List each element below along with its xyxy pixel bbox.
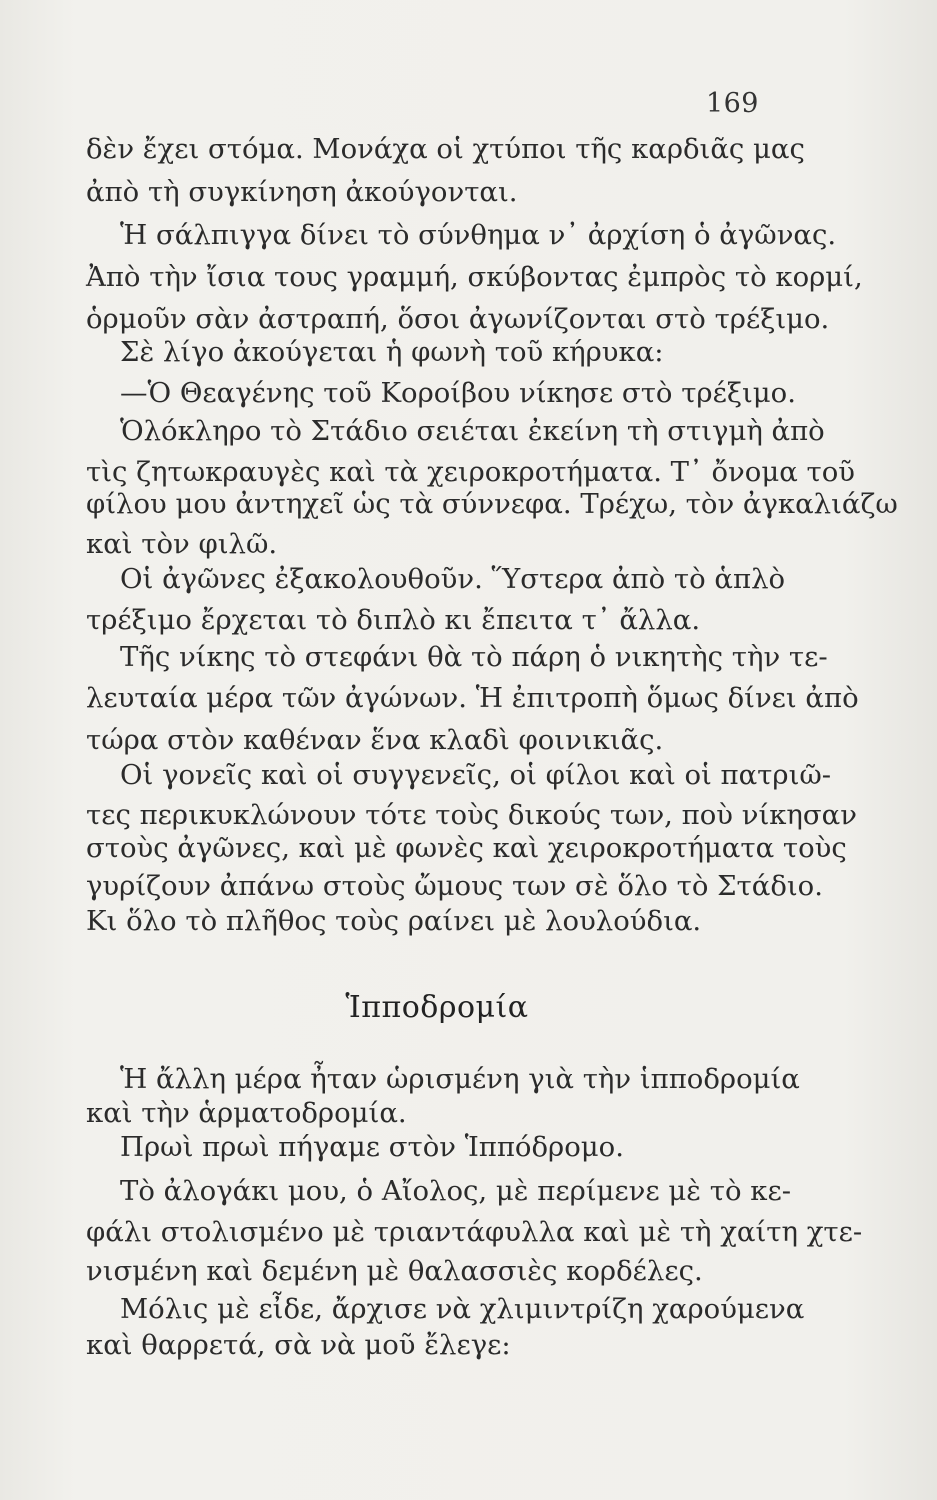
text-line: Μόλις μὲ εἶδε, ἄρχισε νὰ χλιμιντρίζη χαρούμενα <box>120 1293 805 1325</box>
text-line: στοὺς ἀγῶνες, καὶ μὲ φωνὲς καὶ χειροκροτήματα τοὺς <box>86 832 847 864</box>
text-line: δὲν ἔχει στόμα. Μονάχα οἱ χτύποι τῆς καρδιᾶς μας <box>86 133 805 165</box>
text-line: Οἱ ἀγῶνες ἐξακολουθοῦν. Ὕστερα ἀπὸ τὸ ἁπλὸ <box>120 563 786 595</box>
text-line: τρέξιμο ἔρχεται τὸ διπλὸ κι ἔπειτα τ᾿ ἄλλα. <box>86 604 701 636</box>
text-line: Σὲ λίγο ἀκούγεται ἡ φωνὴ τοῦ κήρυκα: <box>120 336 664 368</box>
text-line: καὶ τὴν ἁρματοδρομία. <box>86 1097 407 1129</box>
text-line: καὶ θαρρετά, σὰ νὰ μοῦ ἔλεγε: <box>86 1329 511 1361</box>
text-line: γυρίζουν ἀπάνω στοὺς ὤμους των σὲ ὅλο τὸ Στάδιο. <box>86 870 823 902</box>
text-line: φάλι στολισμένο μὲ τριαντάφυλλα καὶ μὲ τὴ χαίτη χτε- <box>86 1216 863 1248</box>
text-line: Ἀπὸ τὴν ἴσια τους γραμμή, σκύβοντας ἐμπρὸς τὸ κορμί, <box>86 261 863 293</box>
text-line: καὶ τὸν φιλῶ. <box>86 528 278 560</box>
text-line: Τὸ ἀλογάκι μου, ὁ Αἴολος, μὲ περίμενε μὲ τὸ κε- <box>120 1175 791 1207</box>
text-line: τες περικυκλώνουν τότε τοὺς δικούς των, ποὺ νίκησαν <box>86 799 857 831</box>
page-number: 169 <box>705 88 759 119</box>
text-line: Ἡ σάλπιγγα δίνει τὸ σύνθημα ν᾿ ἀρχίση ὁ ἀγῶνας. <box>120 219 837 251</box>
text-line: νισμένη καὶ δεμένη μὲ θαλασσιὲς κορδέλες. <box>86 1255 703 1287</box>
text-line: τὶς ζητωκραυγὲς καὶ τὰ χειροκροτήματα. Τ᾿ ὄνομα τοῦ <box>86 456 856 488</box>
text-line: ὁρμοῦν σὰν ἀστραπή, ὅσοι ἀγωνίζονται στὸ τρέξιμο. <box>86 303 830 335</box>
text-line: Τῆς νίκης τὸ στεφάνι θὰ τὸ πάρη ὁ νικητὴς τὴν τε- <box>120 641 828 673</box>
text-line: Ὁλόκληρο τὸ Στάδιο σειέται ἐκείνη τὴ στιγμὴ ἀπὸ <box>120 415 825 447</box>
section-heading: Ἱπποδρομία <box>345 990 529 1025</box>
text-line: Οἱ γονεῖς καὶ οἱ συγγενεῖς, οἱ φίλοι καὶ οἱ πατριῶ- <box>120 759 832 791</box>
text-line: ἀπὸ τὴ συγκίνηση ἀκούγονται. <box>86 176 518 208</box>
text-line: φίλου μου ἀντηχεῖ ὡς τὰ σύννεφα. Τρέχω, τὸν ἀγκαλιάζω <box>86 488 898 520</box>
text-line: τώρα στὸν καθέναν ἕνα κλαδὶ φοινικιᾶς. <box>86 724 664 756</box>
text-line: Ἡ ἄλλη μέρα ἦταν ὡρισμένη γιὰ τὴν ἱπποδρομία <box>120 1063 800 1095</box>
text-line: —Ὁ Θεαγένης τοῦ Κοροίβου νίκησε στὸ τρέξιμο. <box>120 377 796 409</box>
text-line: Κι ὅλο τὸ πλῆθος τοὺς ραίνει μὲ λουλούδια. <box>86 905 702 937</box>
text-line: Πρωὶ πρωὶ πήγαμε στὸν Ἱππόδρομο. <box>120 1131 624 1163</box>
text-line: λευταία μέρα τῶν ἀγώνων. Ἡ ἐπιτροπὴ ὅμως δίνει ἀπὸ <box>86 682 859 714</box>
